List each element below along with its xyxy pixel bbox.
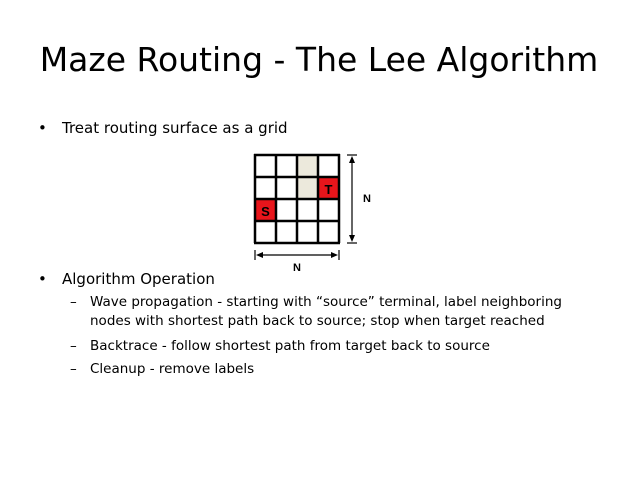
width-label: N	[293, 262, 301, 274]
arrow-head-left	[256, 252, 263, 258]
bullet-marker: •	[38, 119, 47, 137]
path-cell	[297, 177, 318, 199]
bullet-text: Algorithm Operation	[62, 270, 215, 288]
arrow-head-up	[349, 156, 355, 163]
source-label: S	[261, 204, 270, 219]
sub-bullet-text: Backtrace - follow shortest path from target back to source	[90, 338, 490, 354]
bullet-text: Treat routing surface as a grid	[62, 119, 288, 137]
arrow-head-right	[331, 252, 338, 258]
path-cell	[297, 155, 318, 177]
sub-bullet-text: Wave propagation - starting with “source” terminal, label neighboring nodes with shortest path back to source; stop when target reached	[90, 294, 562, 329]
arrow-head-down	[349, 235, 355, 242]
target-label: T	[324, 182, 333, 197]
height-label: N	[363, 193, 371, 205]
sub-bullet-marker: –	[70, 361, 77, 377]
height-dimension-arrow	[347, 155, 357, 243]
sub-bullet-marker: –	[70, 338, 77, 354]
slide-title: Maze Routing - The Lee Algorithm	[39, 40, 599, 79]
sub-bullet-marker: –	[70, 294, 77, 310]
sub-bullet-text: Cleanup - remove labels	[90, 361, 255, 377]
bullet-marker: •	[38, 270, 47, 288]
width-dimension-arrow	[255, 250, 339, 260]
